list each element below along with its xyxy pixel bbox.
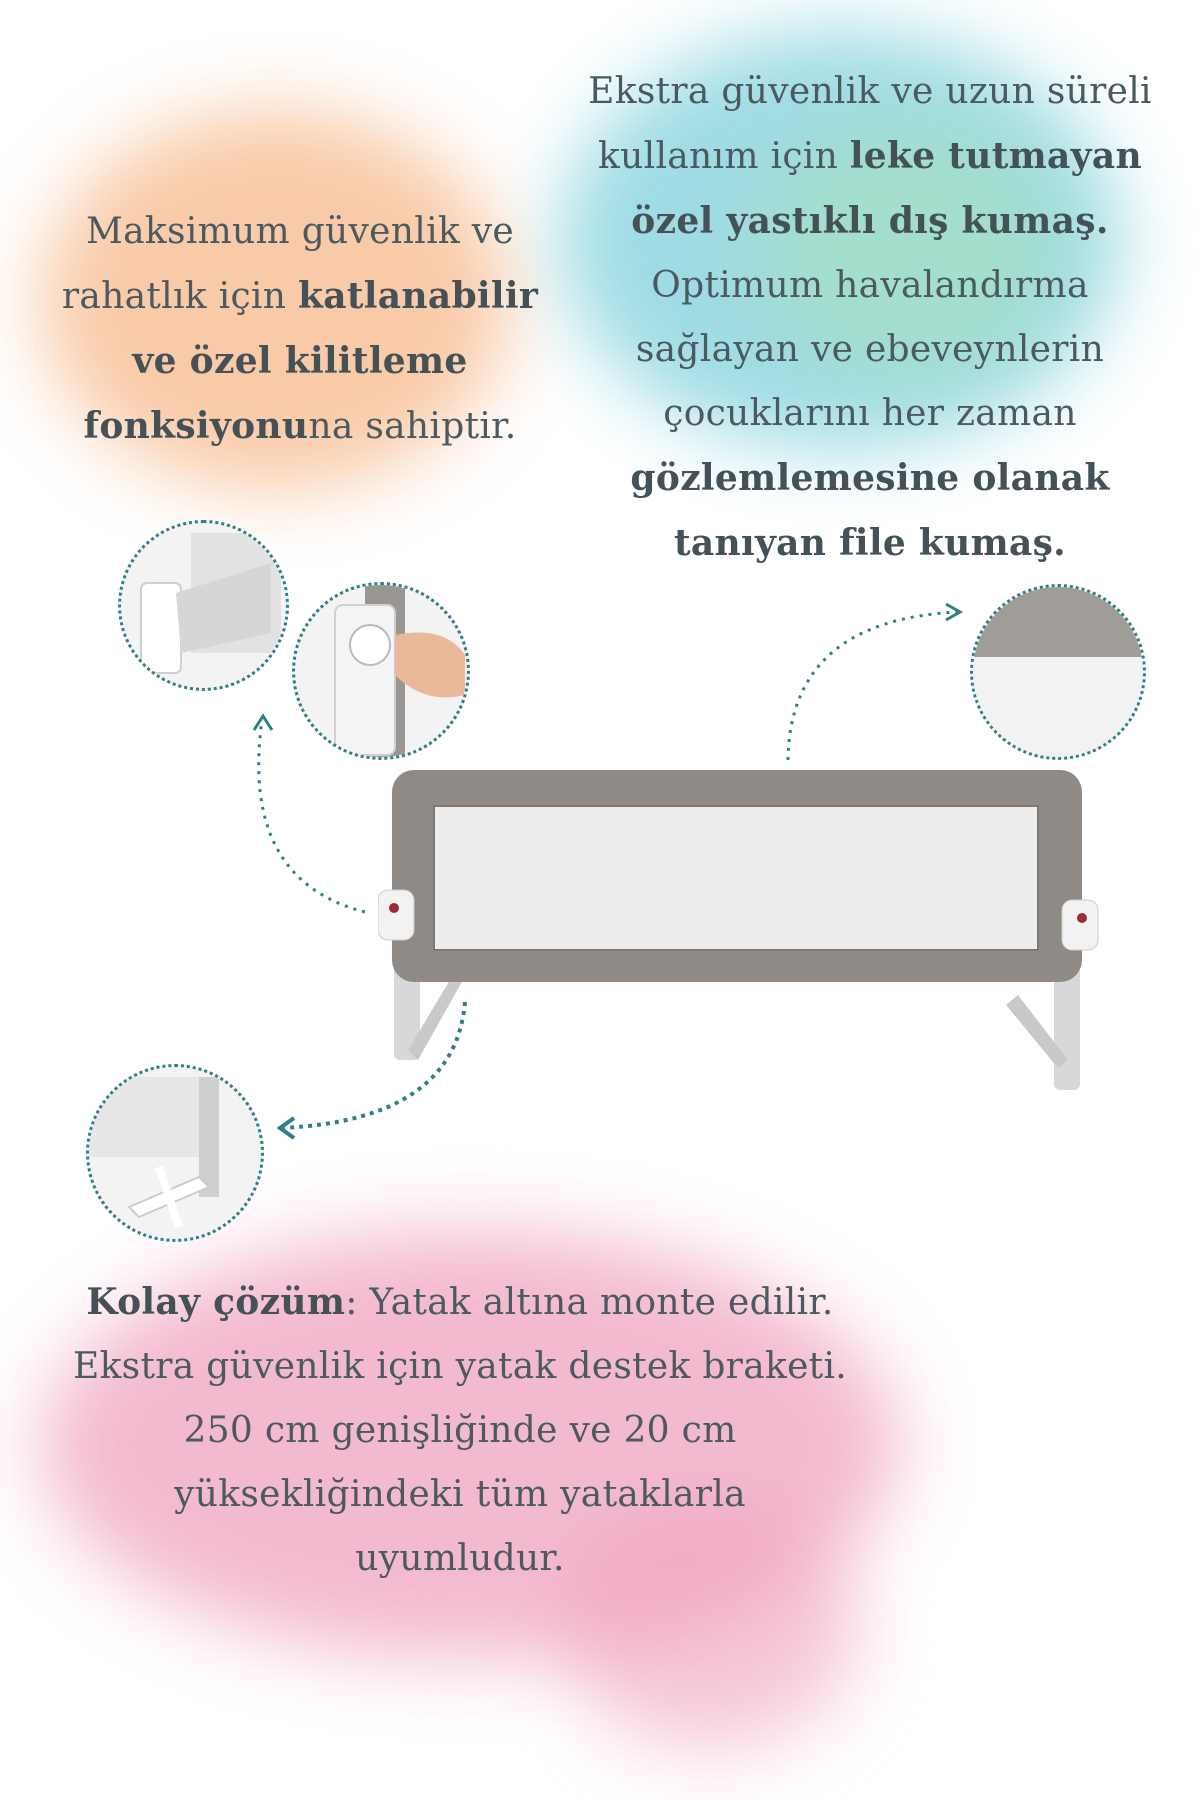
text-line: sağlayan ve ebeveynlerin bbox=[635, 329, 1105, 370]
rail-left-lock bbox=[378, 890, 414, 940]
text-line: kullanım için bbox=[598, 136, 850, 177]
rail-right-lock bbox=[1062, 900, 1098, 950]
arrow-head-hinge bbox=[254, 716, 272, 730]
text-line: : Yatak altına monte edilir. bbox=[345, 1282, 834, 1323]
mounting-description bbox=[20, 1270, 900, 1591]
text-line: rahatlık için bbox=[61, 276, 298, 317]
text-bold: fonksiyonu bbox=[83, 405, 309, 447]
text-bold: gözlemlemesine olanak bbox=[630, 457, 1110, 499]
bed-rail-product bbox=[378, 760, 1118, 1090]
text-line: çocuklarını her zaman bbox=[663, 393, 1077, 434]
text-line: na sahiptir. bbox=[308, 406, 517, 447]
text-line: 250 cm genişliğinde ve 20 cm bbox=[183, 1410, 737, 1451]
text-line: Optimum havalandırma bbox=[651, 265, 1089, 306]
text-bold: özel yastıklı dış kumaş. bbox=[631, 200, 1109, 242]
rail-left-lock-button bbox=[389, 903, 399, 913]
text-bold: Kolay çözüm bbox=[86, 1281, 346, 1323]
text-line: uyumludur. bbox=[355, 1538, 565, 1579]
text-line: Ekstra güvenlik için yatak destek braketi. bbox=[72, 1346, 847, 1387]
text-line: yüksekliğindeki tüm yataklarla bbox=[174, 1474, 746, 1515]
text-bold: katlanabilir bbox=[297, 275, 539, 317]
text-line: Ekstra güvenlik ve uzun süreli bbox=[588, 71, 1152, 112]
text-bold: tanıyan file kumaş. bbox=[673, 522, 1067, 564]
arrow-to-hinge-detail bbox=[259, 720, 365, 912]
text-bold: leke tutmayan bbox=[849, 135, 1142, 177]
text-line: Maksimum güvenlik ve bbox=[85, 211, 514, 252]
arrow-to-mesh-detail bbox=[788, 612, 958, 760]
text-bold: ve özel kilitleme bbox=[132, 340, 468, 382]
rail-mesh-panel bbox=[434, 806, 1038, 950]
rail-right-lock-button bbox=[1077, 913, 1087, 923]
